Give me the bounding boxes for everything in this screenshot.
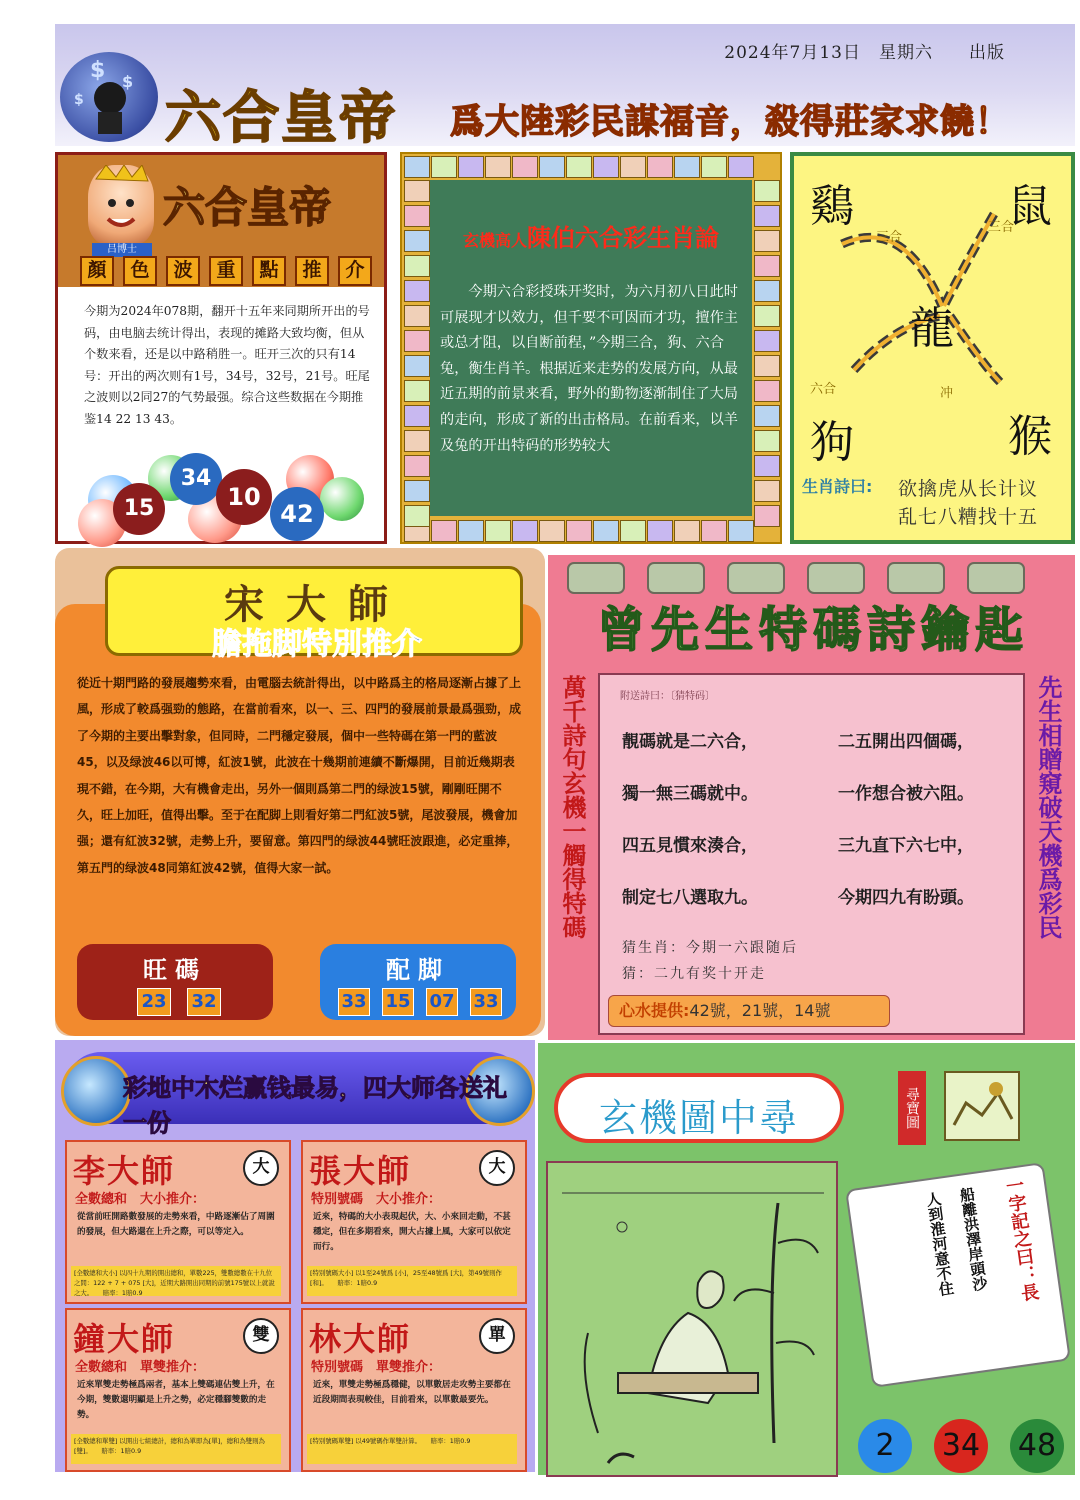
zodiac-tile-icon — [566, 156, 592, 178]
panel2-title-big: 陳伯六合彩生肖論 — [527, 224, 719, 252]
support-number: 15 — [382, 988, 414, 1016]
zodiac-tile-icon — [593, 156, 619, 178]
page-title: 六合皇帝 — [165, 86, 397, 151]
four-masters-panel — [55, 1040, 535, 1472]
header-banner — [55, 24, 1075, 151]
chen-zodiac-body — [430, 180, 752, 516]
zodiac-tile-icon — [539, 520, 565, 542]
scroll-line: 船離洪澤岸頭沙 — [956, 1185, 990, 1293]
zodiac-tile-icon — [754, 280, 780, 302]
avatar-tag: 吕博士 — [92, 243, 152, 257]
poem-line: 一作想合被六阻。 — [838, 784, 974, 804]
panel4-subtitle: 膽拖脚特別推介 — [212, 627, 422, 662]
zodiac-tile-icon — [404, 355, 430, 377]
panel2-body-text: 今期六合彩授珠开奖时，为六月初八日此时可展现才以效力，但千要不可因而才功，擅作主或总才阻，以自断前程，”今期三合，狗、六合兔，衡生肖羊。根据近来走势的发展方向，从最近五期的前景来看，野外的勤物逐渐制住了大局的走向，形成了新的出击格局。在前看来，以羊及兔的开出特码的形势较大 — [440, 284, 738, 454]
zodiac-tile-icon — [754, 380, 780, 402]
zodiac-tile-icon — [512, 156, 538, 178]
master-name: 李大師 — [73, 1152, 176, 1190]
zodiac-tile-icon — [754, 430, 780, 452]
zodiac-tile-icon — [404, 305, 430, 327]
tip-footer — [608, 995, 890, 1027]
riddle-illustration — [546, 1161, 838, 1477]
master-card-lin — [301, 1308, 527, 1472]
master-text: 從當前旺開路數發展的走勢來看，中路逐漸佔了周圍的發展，但大路還在上升之際，可以等定入。 — [77, 1212, 275, 1237]
treasure-map-icon — [944, 1071, 1020, 1141]
master-badge: 大 — [479, 1150, 515, 1186]
zodiac-tile-icon — [404, 505, 430, 527]
relation-label: 冲 — [940, 386, 954, 401]
number-ball: 42 — [270, 487, 324, 541]
poem-line: 今期四九有盼頭。 — [838, 888, 974, 908]
poem-line: 四五見慣來湊合， — [622, 836, 758, 856]
subtitle-char: 色 — [123, 256, 157, 286]
hot-number: 32 — [187, 988, 221, 1016]
decor-ball — [320, 477, 364, 521]
master-subtitle: 特別號碼 大小推介： — [311, 1192, 442, 1207]
panel2-title — [430, 218, 752, 253]
zodiac-tile-icon — [485, 520, 511, 542]
zodiac-tile-icon — [431, 156, 457, 178]
zodiac-tile-icon — [485, 156, 511, 178]
zodiac-tile-icon — [647, 156, 673, 178]
zodiac-tile-icon — [754, 180, 780, 202]
master-subtitle: 全數總和 大小推介： — [75, 1192, 206, 1207]
zodiac-tile-icon — [674, 156, 700, 178]
panel5-title: 曾先生特碼詩鑰匙 — [596, 602, 1029, 658]
number-ball: 10 — [216, 469, 272, 525]
zodiac-rat: 鼠 — [1008, 181, 1052, 232]
zodiac-tile-icon — [431, 520, 457, 542]
zodiac-tile-icon — [754, 505, 780, 527]
subtitle-char: 波 — [166, 256, 200, 286]
result-ball-red: 34 — [934, 1419, 988, 1473]
coin-icon — [61, 1056, 131, 1126]
poem-line: 制定七八選取九。 — [622, 888, 758, 908]
zodiac-tile-icon — [754, 255, 780, 277]
hot-number: 23 — [137, 988, 171, 1016]
zodiac-tile-icon — [404, 455, 430, 477]
zodiac-tile-icon — [458, 156, 484, 178]
globe-logo-icon: $ $ $ — [60, 52, 158, 142]
master-name: 林大師 — [309, 1320, 412, 1358]
subtitle-char: 介 — [338, 256, 372, 286]
support-number: 07 — [426, 988, 458, 1016]
zodiac-tile-icon — [754, 405, 780, 427]
zodiac-tile-icon — [728, 520, 754, 542]
subtitle-char: 點 — [252, 256, 286, 286]
scroll-line: 人到淮河意不住 — [923, 1190, 956, 1298]
publish-date: 2024年7月13日 星期六 出版 — [724, 43, 1005, 63]
master-card-zhong — [65, 1308, 291, 1472]
chen-zodiac-panel — [400, 152, 782, 544]
master-footnote: [特別號碼大小] 以1至24號爲 [小]，25至48號爲 [大]，第49號則作 [和]。 賠率：1賠0.9 — [307, 1266, 517, 1296]
support-numbers-label: 配脚 — [386, 956, 450, 984]
poem-card — [598, 673, 1025, 1035]
number-ball: 15 — [113, 483, 165, 535]
relation-label: 六合 — [810, 382, 837, 397]
subtitle-char: 重 — [209, 256, 243, 286]
master-subtitle: 全數總和 單雙推介： — [75, 1360, 206, 1375]
relation-label: 三合 — [876, 230, 903, 245]
support-numbers-box — [320, 944, 516, 1020]
song-master-banner — [105, 566, 523, 662]
zodiac-tile-icon — [458, 520, 484, 542]
zodiac-tile-icon — [754, 480, 780, 502]
poem-line: 靚碼就是二六合， — [622, 732, 758, 752]
zodiac-tile-icon — [620, 156, 646, 178]
zodiac-tile-icon — [539, 156, 565, 178]
support-number: 33 — [338, 988, 370, 1016]
master-card-zhang — [301, 1140, 527, 1304]
zodiac-tile-icon — [754, 355, 780, 377]
zodiac-rooster: 鷄 — [810, 181, 854, 232]
scholar-illustration-icon — [548, 1163, 836, 1475]
treasure-title: 玄機圖中尋 — [598, 1096, 799, 1140]
zodiac-dragon: 龍 — [910, 303, 954, 354]
number-ball: 34 — [170, 453, 222, 505]
zodiac-tile-icon — [404, 480, 430, 502]
color-wave-panel — [55, 152, 387, 544]
zodiac-poem-line: 欲擒虎从长计议 — [898, 478, 1039, 500]
guess-zodiac-line: 猜生肖：今期一六跟随后 — [622, 940, 798, 956]
zodiac-tile-icon — [754, 330, 780, 352]
master-footnote: [全數總和單雙] 以開出七組總計，總和為單即為[單]，總和為雙則為[雙]。 賠率：1賠0.9 — [71, 1434, 281, 1464]
four-masters-banner — [65, 1052, 525, 1137]
zodiac-tile-icon — [404, 255, 430, 277]
zodiac-tile-icon — [754, 205, 780, 227]
subtitle-char: 推 — [295, 256, 329, 286]
treasure-map-panel — [538, 1043, 1075, 1475]
master-text: 近來，單雙走勢極爲穩健，以單數居走攻勢主要都在近段期間表現較佳，目前看來，以單數最要先。 — [313, 1380, 511, 1405]
zodiac-tile-icon — [701, 156, 727, 178]
master-text: 近來單雙走勢極爲兩者，基本上雙碼連佔雙上升，在今期，雙數還明顯是上升之勢，必定穩腳雙數的走勢。 — [77, 1380, 275, 1420]
panel1-title: 六合皇帝 — [163, 183, 332, 232]
lock-icon-row — [548, 555, 1075, 595]
left-vertical-verse: 萬千詩句玄機一觸得特碼 — [558, 675, 586, 939]
zodiac-tile-icon — [754, 230, 780, 252]
zodiac-tile-icon — [754, 455, 780, 477]
zodiac-tile-icon — [754, 305, 780, 327]
poem-subnote: 附送詩曰：〔猜特码〕 — [620, 691, 715, 702]
master-badge: 雙 — [243, 1318, 279, 1354]
zodiac-dog: 狗 — [810, 417, 854, 468]
poem-line: 獨一無三碼就中。 — [622, 784, 758, 804]
result-ball-green: 48 — [1010, 1419, 1064, 1473]
scroll-title: 一字記之曰：長 — [1001, 1175, 1041, 1303]
zodiac-tile-icon — [701, 520, 727, 542]
zodiac-tile-icon — [620, 520, 646, 542]
page-slogan: 爲大陸彩民謀福音，殺得莊家求饒！ — [450, 102, 1010, 142]
master-name: 鐘大師 — [73, 1320, 176, 1358]
zodiac-monkey: 猴 — [1008, 411, 1052, 462]
hot-numbers-box — [77, 944, 273, 1020]
master-footnote: [特別號碼單雙] 以49號碼作單雙計算。 賠率：1賠0.9 — [307, 1434, 517, 1464]
zodiac-tile-icon — [404, 405, 430, 427]
tip-label: 心水提供: — [619, 1001, 690, 1020]
master-badge: 單 — [479, 1318, 515, 1354]
master-name: 張大師 — [309, 1152, 412, 1190]
treasure-tag: 尋寶圖 — [898, 1071, 926, 1145]
panel2-title-small: 玄機高人 — [462, 231, 527, 250]
panel1-body-text: 今期为2024年078期，翻开十五年来同期所开出的号码，由电脑去统计得出，表现的摊路大致均衡，但从个数来看，还是以中路稍胜一。旺开三次的只有14号：开出的两次则有1号，34号，32号，21号。旺尾之波则以2同27的气势最强。综合这些数据在今期推鉴14 22 13 43。 — [84, 304, 370, 426]
guess-line: 猜：二九有奖十开走 — [622, 966, 766, 982]
tip-value: 42號，21號，14號 — [689, 1001, 831, 1020]
panel4-title: 宋大師 — [224, 582, 410, 628]
zodiac-tile-icon — [593, 520, 619, 542]
doctor-avatar — [88, 165, 154, 245]
relation-label: 三合 — [988, 220, 1015, 235]
zodiac-diagram-panel — [790, 152, 1075, 544]
support-number: 33 — [470, 988, 502, 1016]
zodiac-tile-icon — [404, 430, 430, 452]
zodiac-tile-icon — [647, 520, 673, 542]
poem-line: 三九直下六七中， — [838, 836, 974, 856]
master-text: 近來，特碼的大小表現起伏，大、小來回走動，不甚穩定，但在多期看來，開大占據上風，大家可以依定而行。 — [313, 1212, 511, 1252]
poem-line: 二五開出四個碼， — [838, 732, 974, 752]
zodiac-poem-line: 乱七八糟找十五 — [898, 506, 1039, 528]
zodiac-tile-icon — [728, 156, 754, 178]
zodiac-tile-icon — [404, 156, 430, 178]
zodiac-tile-icon — [512, 520, 538, 542]
zodiac-tile-icon — [674, 520, 700, 542]
panel4-body-text: 從近十期門路的發展趨勢來看，由電腦去統計得出，以中路爲主的格局逐漸占據了上風，形成了較爲强勁的態路，在當前看來，以一、三、四門的發展前景最爲强勁，成了今期的主要出擊對象，但同時，二門穩定發展，個中一些特碼在第一門的藍波45，以及绿波46以可博，紅波1號，此波在十幾期前連續不斷爆開，目前近幾期表現不錯，在今期，大有機會走出，另外一個則爲第二門的绿波15號，剛剛旺開不久，旺上加旺，值得出擊。至于在配脚上則看好第二門紅波5號，尾波發展，機會加强；還有紅波32號，走勢上升，要留意。第四門的绿波44號旺波跟進，必定重捧，第五門的绿波48同第紅波42號，值得大家一試。 — [77, 676, 522, 875]
color-wave-header — [58, 155, 384, 287]
zodiac-tile-icon — [404, 230, 430, 252]
right-vertical-verse: 先生相贈窺破天機爲彩民 — [1034, 675, 1062, 939]
four-masters-banner-text: 彩地中木烂赢钱最易，四大师各送礼一份 — [123, 1074, 507, 1137]
treasure-title-pill — [554, 1073, 844, 1143]
subtitle-char: 顏 — [80, 256, 114, 286]
zeng-poem-panel — [548, 555, 1075, 1040]
zodiac-tile-icon — [404, 180, 430, 202]
zodiac-tile-icon — [404, 280, 430, 302]
master-badge: 大 — [243, 1150, 279, 1186]
zodiac-tile-icon — [566, 520, 592, 542]
zodiac-tile-icon — [404, 330, 430, 352]
result-ball-blue: 2 — [858, 1419, 912, 1473]
master-card-li — [65, 1140, 291, 1304]
zodiac-tile-icon — [404, 205, 430, 227]
master-subtitle: 特別號碼 單雙推介： — [311, 1360, 442, 1375]
riddle-scroll — [845, 1162, 1071, 1388]
song-master-panel — [55, 548, 545, 1036]
master-footnote: [全數總和大小] 以四十九期的開出總和，單數225，雙數總數在十九位之間：122 + 7 + 075 [大]，近期大路開出同期的前號175號以上就說之大。 賠率：1賠0.9 — [71, 1266, 281, 1296]
zodiac-tile-icon — [404, 380, 430, 402]
hot-numbers-label: 旺碼 — [143, 956, 207, 984]
zodiac-poem-label: 生肖詩曰: — [802, 477, 873, 496]
